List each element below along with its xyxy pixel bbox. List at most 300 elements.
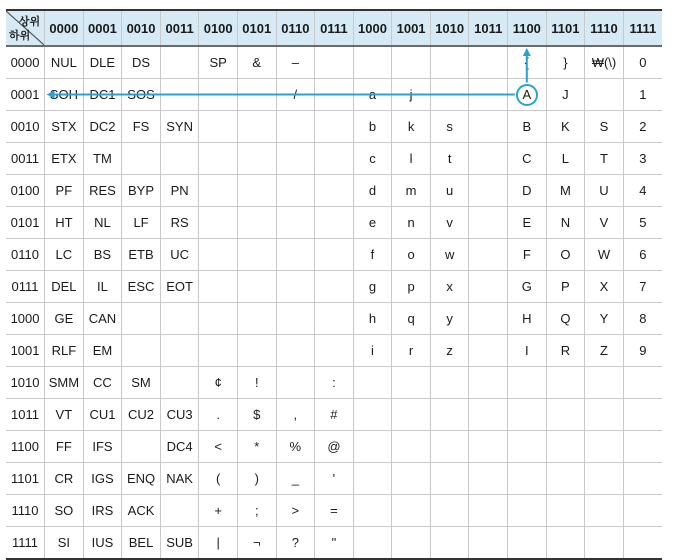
table-row: [6, 495, 662, 527]
table-cell: &: [237, 46, 276, 79]
row-header: 1010: [6, 367, 45, 399]
table-cell: CU3: [160, 399, 199, 431]
table-row: [6, 175, 662, 207]
table-cell: [585, 431, 624, 463]
table-cell: q: [392, 303, 431, 335]
table-cell: [199, 335, 238, 367]
column-header: 1001: [392, 10, 431, 46]
table-cell: [546, 527, 585, 560]
table-cell: [353, 399, 392, 431]
table-cell: [122, 335, 161, 367]
table-cell: VT: [45, 399, 84, 431]
table-cell: RES: [83, 175, 122, 207]
column-header: 1100: [508, 10, 547, 46]
table-cell: I: [508, 335, 547, 367]
table-cell: [353, 463, 392, 495]
table-cell: EOT: [160, 271, 199, 303]
table-cell: ETB: [122, 239, 161, 271]
table-cell: i: [353, 335, 392, 367]
row-header: 0101: [6, 207, 45, 239]
table-cell: [430, 399, 469, 431]
table-cell: %: [276, 431, 315, 463]
table-cell: [315, 111, 354, 143]
table-cell: g: [353, 271, 392, 303]
table-cell: [623, 527, 662, 560]
table-cell: CU2: [122, 399, 161, 431]
table-cell: r: [392, 335, 431, 367]
corner-lower-label: 하위: [9, 30, 31, 42]
table-cell: DC2: [83, 111, 122, 143]
table-cell: [585, 399, 624, 431]
table-cell: M: [546, 175, 585, 207]
table-cell: [469, 335, 508, 367]
table-cell: 5: [623, 207, 662, 239]
table-cell: [508, 431, 547, 463]
table-cell: [199, 79, 238, 111]
table-cell: 8: [623, 303, 662, 335]
table-cell: SOS: [122, 79, 161, 111]
row-header: 1111: [6, 527, 45, 560]
table-cell: CR: [45, 463, 84, 495]
table-cell: [276, 303, 315, 335]
table-cell: [315, 175, 354, 207]
table-cell: STX: [45, 111, 84, 143]
table-cell: RS: [160, 207, 199, 239]
row-header: 1001: [6, 335, 45, 367]
table-cell: [199, 303, 238, 335]
row-header: 1101: [6, 463, 45, 495]
table-cell: [160, 79, 199, 111]
table-cell: z: [430, 335, 469, 367]
table-cell: [199, 239, 238, 271]
table-cell: b: [353, 111, 392, 143]
table-cell: [508, 527, 547, 560]
column-header: 1101: [546, 10, 585, 46]
table-cell: ': [315, 463, 354, 495]
table-cell: W: [585, 239, 624, 271]
table-cell: [508, 463, 547, 495]
table-cell: [122, 303, 161, 335]
column-header: 1011: [469, 10, 508, 46]
table-cell: (: [199, 463, 238, 495]
table-cell: DC1: [83, 79, 122, 111]
column-header: 0001: [83, 10, 122, 46]
table-cell: [430, 367, 469, 399]
table-cell: N: [546, 207, 585, 239]
table-cell: [353, 46, 392, 79]
row-header: 1000: [6, 303, 45, 335]
table-cell: SM: [122, 367, 161, 399]
table-cell: |: [199, 527, 238, 560]
table-cell: SUB: [160, 527, 199, 560]
table-cell: IGS: [83, 463, 122, 495]
table-cell: CU1: [83, 399, 122, 431]
table-row: [6, 527, 662, 560]
table-cell: BEL: [122, 527, 161, 560]
table-cell: [623, 431, 662, 463]
table-cell: .: [199, 399, 238, 431]
table-cell: [199, 175, 238, 207]
table-cell: B: [508, 111, 547, 143]
table-cell: [237, 207, 276, 239]
column-header: 1000: [353, 10, 392, 46]
table-cell: [276, 111, 315, 143]
table-cell: [315, 79, 354, 111]
table-cell: o: [392, 239, 431, 271]
row-header: 0001: [6, 79, 45, 111]
table-cell: DS: [122, 46, 161, 79]
table-cell: [160, 303, 199, 335]
table-row: [6, 207, 662, 239]
table-cell: [237, 143, 276, 175]
column-header: 0101: [237, 10, 276, 46]
table-cell: }: [546, 46, 585, 79]
table-cell: HT: [45, 207, 84, 239]
table-cell: L: [546, 143, 585, 175]
table-cell: [237, 79, 276, 111]
table-cell: CC: [83, 367, 122, 399]
table-cell: ¢: [199, 367, 238, 399]
table-cell: LC: [45, 239, 84, 271]
table-cell: RLF: [45, 335, 84, 367]
table-cell: DLE: [83, 46, 122, 79]
table-cell: [199, 207, 238, 239]
table-cell: SMM: [45, 367, 84, 399]
table-cell: [392, 367, 431, 399]
table-cell: [585, 463, 624, 495]
table-cell: [469, 495, 508, 527]
table-cell: SYN: [160, 111, 199, 143]
row-header: 0000: [6, 46, 45, 79]
table-cell: c: [353, 143, 392, 175]
table-cell: n: [392, 207, 431, 239]
table-row: [6, 239, 662, 271]
table-cell: ~: [430, 79, 469, 111]
table-cell: [276, 271, 315, 303]
table-cell: R: [546, 335, 585, 367]
table-cell: NL: [83, 207, 122, 239]
table-cell: [122, 431, 161, 463]
table-cell: [469, 239, 508, 271]
table-cell: l: [392, 143, 431, 175]
table-cell: [353, 431, 392, 463]
table-cell: SO: [45, 495, 84, 527]
table-cell: S: [585, 111, 624, 143]
corner-header: [6, 10, 45, 46]
table-cell: [546, 463, 585, 495]
table-cell: [546, 495, 585, 527]
ebcdic-code-table: [6, 9, 662, 560]
table-cell: ENQ: [122, 463, 161, 495]
table-cell: P: [546, 271, 585, 303]
column-header: 1010: [430, 10, 469, 46]
table-row: [6, 143, 662, 175]
table-cell: u: [430, 175, 469, 207]
table-cell: 2: [623, 111, 662, 143]
table-cell: k: [392, 111, 431, 143]
table-cell: ;: [237, 495, 276, 527]
table-cell: [585, 495, 624, 527]
table-cell: [392, 46, 431, 79]
table-cell: [392, 527, 431, 560]
row-header: 1011: [6, 399, 45, 431]
table-cell: <: [199, 431, 238, 463]
table-cell: [276, 367, 315, 399]
table-row: [6, 431, 662, 463]
table-cell: G: [508, 271, 547, 303]
table-cell: ,: [276, 399, 315, 431]
table-cell: #: [315, 399, 354, 431]
table-cell: [508, 367, 547, 399]
table-cell: w: [430, 239, 469, 271]
table-cell: [469, 303, 508, 335]
table-cell: FF: [45, 431, 84, 463]
table-cell: [623, 399, 662, 431]
column-header: 1111: [623, 10, 662, 46]
table-cell: [392, 463, 431, 495]
row-header: 0111: [6, 271, 45, 303]
table-row: [6, 111, 662, 143]
table-cell: [623, 463, 662, 495]
table-cell: x: [430, 271, 469, 303]
table-cell: BYP: [122, 175, 161, 207]
table-row: [6, 46, 662, 79]
row-header: 0011: [6, 143, 45, 175]
table-cell: e: [353, 207, 392, 239]
table-cell: [623, 495, 662, 527]
table-cell: [508, 495, 547, 527]
table-cell: a: [353, 79, 392, 111]
table-cell: [430, 463, 469, 495]
table-cell: [199, 111, 238, 143]
table-cell: [392, 399, 431, 431]
table-cell: [315, 335, 354, 367]
table-cell: =: [315, 495, 354, 527]
table-cell: [469, 399, 508, 431]
table-body: [6, 46, 662, 559]
table-cell: f: [353, 239, 392, 271]
table-cell: [585, 79, 624, 111]
row-header: 0100: [6, 175, 45, 207]
table-cell: v: [430, 207, 469, 239]
column-header: 1110: [585, 10, 624, 46]
table-cell: >: [276, 495, 315, 527]
table-cell: ": [315, 527, 354, 560]
table-cell: p: [392, 271, 431, 303]
table-cell: [237, 239, 276, 271]
table-container: [6, 9, 662, 560]
table-cell: t: [430, 143, 469, 175]
column-header: 0111: [315, 10, 354, 46]
table-cell: PN: [160, 175, 199, 207]
table-cell: [315, 239, 354, 271]
table-cell: [199, 271, 238, 303]
table-cell: [353, 495, 392, 527]
table-cell: *: [237, 431, 276, 463]
table-cell: LF: [122, 207, 161, 239]
table-cell: [585, 527, 624, 560]
table-cell: d: [353, 175, 392, 207]
table-cell: ESC: [122, 271, 161, 303]
table-cell: 3: [623, 143, 662, 175]
table-cell: [276, 335, 315, 367]
table-cell: [430, 46, 469, 79]
table-cell: [276, 239, 315, 271]
row-header: 0110: [6, 239, 45, 271]
table-row: [6, 463, 662, 495]
highlighted-character: A: [516, 84, 538, 106]
table-cell: ₩(\): [585, 46, 624, 79]
table-cell: [199, 143, 238, 175]
table-cell: BS: [83, 239, 122, 271]
table-cell: +: [199, 495, 238, 527]
table-cell: [469, 367, 508, 399]
table-cell: [353, 367, 392, 399]
table-cell: UC: [160, 239, 199, 271]
table-cell: IUS: [83, 527, 122, 560]
table-cell: [276, 207, 315, 239]
table-cell: [315, 303, 354, 335]
table-cell: TM: [83, 143, 122, 175]
table-cell: [546, 399, 585, 431]
table-cell: [276, 175, 315, 207]
row-header: 1110: [6, 495, 45, 527]
table-cell: [546, 431, 585, 463]
table-cell: [469, 207, 508, 239]
table-cell: ): [237, 463, 276, 495]
table-cell: [276, 143, 315, 175]
table-cell: [469, 527, 508, 560]
table-cell: [430, 495, 469, 527]
table-cell: [237, 175, 276, 207]
table-cell: ETX: [45, 143, 84, 175]
corner-upper-label: 상위: [18, 16, 41, 28]
table-cell: IRS: [83, 495, 122, 527]
table-cell: [315, 271, 354, 303]
table-cell: j: [392, 79, 431, 111]
table-cell: PF: [45, 175, 84, 207]
table-cell: X: [585, 271, 624, 303]
table-cell: Y: [585, 303, 624, 335]
table-cell: E: [508, 207, 547, 239]
table-cell: $: [237, 399, 276, 431]
table-cell: 6: [623, 239, 662, 271]
table-cell: EM: [83, 335, 122, 367]
table-cell: C: [508, 143, 547, 175]
table-cell: Q: [546, 303, 585, 335]
table-cell: [508, 79, 547, 111]
table-row: [6, 335, 662, 367]
column-header: 0100: [199, 10, 238, 46]
table-cell: [430, 527, 469, 560]
table-cell: [585, 367, 624, 399]
table-cell: [315, 46, 354, 79]
table-cell: 4: [623, 175, 662, 207]
table-cell: ?: [276, 527, 315, 560]
table-cell: SI: [45, 527, 84, 560]
table-cell: DEL: [45, 271, 84, 303]
table-cell: {: [508, 46, 547, 79]
table-cell: IL: [83, 271, 122, 303]
table-cell: [237, 111, 276, 143]
column-header: 0010: [122, 10, 161, 46]
table-row: [6, 271, 662, 303]
table-cell: –: [276, 46, 315, 79]
table-cell: [469, 175, 508, 207]
table-cell: NUL: [45, 46, 84, 79]
table-cell: [469, 431, 508, 463]
table-cell: h: [353, 303, 392, 335]
table-cell: [469, 46, 508, 79]
table-cell: IFS: [83, 431, 122, 463]
table-cell: Z: [585, 335, 624, 367]
table-cell: [237, 271, 276, 303]
table-cell: U: [585, 175, 624, 207]
table-row: [6, 399, 662, 431]
table-cell: H: [508, 303, 547, 335]
table-cell: [315, 207, 354, 239]
table-cell: [122, 143, 161, 175]
table-cell: ACK: [122, 495, 161, 527]
table-cell: _: [276, 463, 315, 495]
column-header: 0110: [276, 10, 315, 46]
table-cell: SP: [199, 46, 238, 79]
table-cell: :: [315, 367, 354, 399]
table-cell: !: [237, 367, 276, 399]
table-cell: [160, 335, 199, 367]
table-cell: [353, 527, 392, 560]
table-row: [6, 303, 662, 335]
table-cell: [508, 399, 547, 431]
table-cell: [546, 367, 585, 399]
table-cell: 0: [623, 46, 662, 79]
table-cell: T: [585, 143, 624, 175]
table-cell: [160, 367, 199, 399]
table-cell: y: [430, 303, 469, 335]
table-cell: J: [546, 79, 585, 111]
table-cell: CAN: [83, 303, 122, 335]
table-cell: [237, 303, 276, 335]
table-cell: F: [508, 239, 547, 271]
table-row: [6, 79, 662, 111]
table-cell: [469, 463, 508, 495]
table-cell: O: [546, 239, 585, 271]
table-cell: @: [315, 431, 354, 463]
column-header: 0000: [45, 10, 84, 46]
table-cell: [160, 46, 199, 79]
row-header: 0010: [6, 111, 45, 143]
table-cell: 1: [623, 79, 662, 111]
table-cell: DC4: [160, 431, 199, 463]
table-cell: K: [546, 111, 585, 143]
table-cell: [469, 79, 508, 111]
table-cell: [430, 431, 469, 463]
table-cell: GE: [45, 303, 84, 335]
table-cell: [237, 335, 276, 367]
column-header: 0011: [160, 10, 199, 46]
table-cell: [623, 367, 662, 399]
table-cell: [392, 495, 431, 527]
table-cell: NAK: [160, 463, 199, 495]
table-cell: [469, 271, 508, 303]
table-cell: [160, 495, 199, 527]
table-cell: [315, 143, 354, 175]
table-cell: s: [430, 111, 469, 143]
table-cell: [392, 431, 431, 463]
table-cell: 7: [623, 271, 662, 303]
table-cell: [160, 143, 199, 175]
table-cell: D: [508, 175, 547, 207]
